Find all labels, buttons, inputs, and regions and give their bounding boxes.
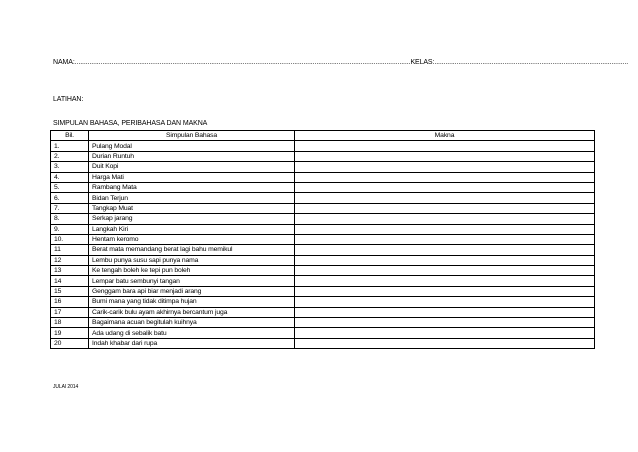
- makna-cell[interactable]: [295, 234, 595, 244]
- exercise-heading: LATIHAN:: [53, 96, 84, 103]
- table-header-row: [51, 131, 595, 141]
- makna-cell[interactable]: [295, 214, 595, 224]
- simpulan-bahasa-table: [50, 130, 595, 349]
- makna-cell[interactable]: [295, 182, 595, 192]
- table-row: [51, 307, 595, 317]
- simpulan-bahasa-cell: Hentam keromo: [89, 234, 295, 244]
- makna-cell[interactable]: [295, 318, 595, 328]
- header-simpulan-bahasa: Simpulan Bahasa: [89, 131, 295, 141]
- bil-cell: 9.: [51, 224, 89, 234]
- table-row: [51, 224, 595, 234]
- kelas-label: KELAS:: [410, 59, 435, 66]
- student-info-line: [53, 59, 628, 66]
- simpulan-bahasa-cell: Langkah Kiri: [89, 224, 295, 234]
- bil-cell: 19: [51, 328, 89, 338]
- makna-cell[interactable]: [295, 297, 595, 307]
- table-row: [51, 297, 595, 307]
- table-row: [51, 172, 595, 182]
- table-row: [51, 234, 595, 244]
- simpulan-bahasa-cell: Carik-carik bulu ayam akhirnya bercantum juga: [89, 307, 295, 317]
- simpulan-bahasa-cell: Lempar batu sembunyi tangan: [89, 276, 295, 286]
- makna-cell[interactable]: [295, 328, 595, 338]
- makna-cell[interactable]: [295, 286, 595, 296]
- bil-cell: 3.: [51, 162, 89, 172]
- simpulan-bahasa-cell: Tangkap Muat: [89, 203, 295, 213]
- simpulan-bahasa-cell: Ke tengah boleh ke tepi pun boleh: [89, 266, 295, 276]
- simpulan-bahasa-cell: Rambang Mata: [89, 182, 295, 192]
- nama-blank[interactable]: ......................................................................................................................................................................................: [74, 59, 411, 66]
- simpulan-bahasa-cell: Bidan Terjun: [89, 193, 295, 203]
- header-makna: Makna: [295, 131, 595, 141]
- bil-cell: 5.: [51, 182, 89, 192]
- table-row: [51, 151, 595, 161]
- simpulan-bahasa-cell: Serkap jarang: [89, 214, 295, 224]
- bil-cell: 12: [51, 255, 89, 265]
- table-row: [51, 286, 595, 296]
- simpulan-bahasa-cell: Indah khabar dari rupa: [89, 338, 295, 348]
- bil-cell: 17: [51, 307, 89, 317]
- bil-cell: 13: [51, 266, 89, 276]
- makna-cell[interactable]: [295, 307, 595, 317]
- table-row: [51, 255, 595, 265]
- bil-cell: 11: [51, 245, 89, 255]
- bil-cell: 8.: [51, 214, 89, 224]
- makna-cell[interactable]: [295, 151, 595, 161]
- bil-cell: 16: [51, 297, 89, 307]
- bil-cell: 14: [51, 276, 89, 286]
- makna-cell[interactable]: [295, 203, 595, 213]
- makna-cell[interactable]: [295, 266, 595, 276]
- makna-cell[interactable]: [295, 162, 595, 172]
- bil-cell: 7.: [51, 203, 89, 213]
- bil-cell: 18: [51, 318, 89, 328]
- table-row: [51, 182, 595, 192]
- simpulan-bahasa-cell: Genggam bara api biar menjadi arang: [89, 286, 295, 296]
- bil-cell: 1.: [51, 141, 89, 151]
- table-row: [51, 193, 595, 203]
- table-row: [51, 266, 595, 276]
- makna-cell[interactable]: [295, 224, 595, 234]
- bil-cell: 4.: [51, 172, 89, 182]
- kelas-blank[interactable]: .........................................................................................................: [434, 59, 629, 66]
- simpulan-bahasa-cell: Ada udang di sebalik batu: [89, 328, 295, 338]
- table-row: [51, 328, 595, 338]
- makna-cell[interactable]: [295, 255, 595, 265]
- makna-cell[interactable]: [295, 141, 595, 151]
- simpulan-bahasa-cell: Berat mata memandang berat lagi bahu memikul: [89, 245, 295, 255]
- table-row: [51, 245, 595, 255]
- table-row: [51, 338, 595, 348]
- bil-cell: 2.: [51, 151, 89, 161]
- simpulan-bahasa-cell: Duit Kopi: [89, 162, 295, 172]
- simpulan-bahasa-cell: Durian Runtuh: [89, 151, 295, 161]
- table-row: [51, 318, 595, 328]
- simpulan-bahasa-cell: Bumi mana yang tidak ditimpa hujan: [89, 297, 295, 307]
- simpulan-bahasa-cell: Bagaimana acuan begitulah kuihnya: [89, 318, 295, 328]
- table-row: [51, 214, 595, 224]
- makna-cell[interactable]: [295, 276, 595, 286]
- table-row: [51, 203, 595, 213]
- nama-label: NAMA:: [53, 59, 75, 66]
- table-row: [51, 276, 595, 286]
- simpulan-bahasa-cell: Lembu punya susu sapi punya nama: [89, 255, 295, 265]
- simpulan-bahasa-cell: Harga Mati: [89, 172, 295, 182]
- makna-cell[interactable]: [295, 338, 595, 348]
- bil-cell: 6.: [51, 193, 89, 203]
- simpulan-bahasa-cell: Pulang Modal: [89, 141, 295, 151]
- makna-cell[interactable]: [295, 172, 595, 182]
- bil-cell: 10.: [51, 234, 89, 244]
- exercise-subtitle: SIMPULAN BAHASA, PERIBAHASA DAN MAKNA: [53, 120, 208, 127]
- makna-cell[interactable]: [295, 193, 595, 203]
- table-row: [51, 141, 595, 151]
- footer-date: JULAI 2014: [53, 384, 79, 390]
- makna-cell[interactable]: [295, 245, 595, 255]
- table-row: [51, 162, 595, 172]
- header-bil: Bil.: [51, 131, 89, 141]
- bil-cell: 15: [51, 286, 89, 296]
- bil-cell: 20: [51, 338, 89, 348]
